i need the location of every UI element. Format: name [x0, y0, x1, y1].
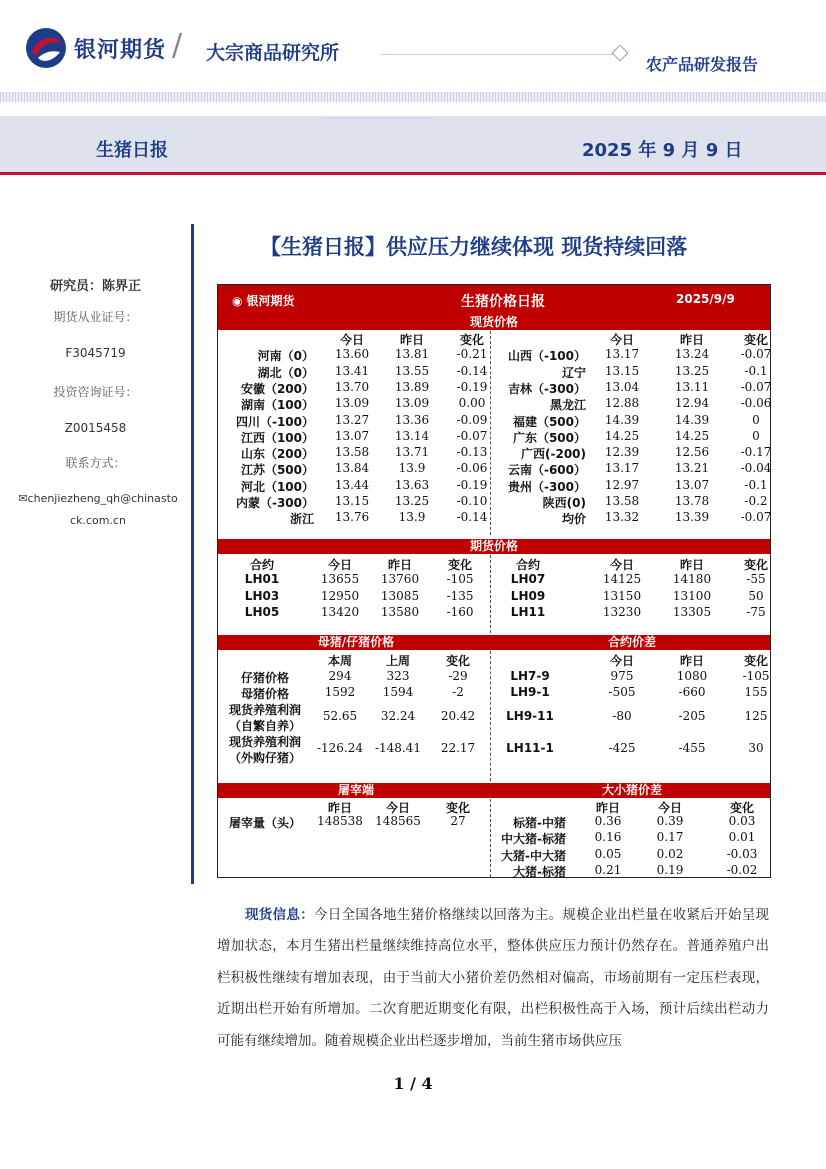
- galaxy-logo-icon: [24, 26, 68, 70]
- spread-contract: LH11-1: [506, 741, 554, 755]
- spot-header-today: 今日: [339, 333, 364, 347]
- size-spread-label: 中大猪-标猪: [501, 832, 566, 847]
- slaughter-label: 屠宰量（头）: [228, 816, 301, 830]
- spot-price-today: 13.76: [334, 510, 370, 525]
- sow-section-title: 母猪/仔猪价格: [317, 635, 395, 649]
- futures-change: -55: [746, 572, 766, 587]
- spread-yesterday: -205: [678, 709, 706, 723]
- futures-today: 13230: [602, 604, 642, 619]
- page-number: 1 / 4: [393, 1074, 433, 1093]
- size-spread-label: 大猪-中大猪: [501, 848, 566, 863]
- researcher-name: 研究员：陈界正: [49, 279, 141, 294]
- spot-price-today: 13.84: [334, 461, 370, 476]
- spot-region-label: 河北（100）: [240, 479, 314, 494]
- futures-yesterday: 13580: [380, 604, 420, 619]
- spot-region-label: 江苏（500）: [240, 463, 314, 478]
- spot-price-change: -0.14: [456, 510, 488, 525]
- size-section-title: 大小猪价差: [601, 783, 662, 797]
- spot-region-label: 吉林（-300）: [507, 381, 586, 396]
- futures-section-title: 期货价格: [469, 539, 518, 553]
- size-change: -0.02: [726, 862, 758, 877]
- futures-change: -160: [446, 604, 474, 619]
- futures-header: 昨日: [387, 558, 412, 572]
- spot-section-title: 现货价格: [469, 315, 518, 329]
- spot-price-today: 13.17: [604, 461, 640, 476]
- slaughter-header: 昨日: [327, 801, 352, 815]
- spot-price-change: -0.21: [456, 347, 488, 362]
- size-spread-label: 标猪-中猪: [513, 816, 566, 830]
- spread-contract: LH9-1: [510, 685, 550, 699]
- futures-contract: LH03: [244, 588, 280, 603]
- spread-change: 30: [748, 741, 764, 755]
- sow-change: -29: [448, 669, 468, 683]
- spot-region-label: 均价: [561, 512, 586, 527]
- sow-change: 22.17: [440, 741, 476, 755]
- spot-price-change: -0.06: [456, 461, 488, 476]
- spread-header: 昨日: [679, 654, 704, 668]
- spot-price-yesterday: 13.63: [394, 477, 430, 492]
- spot-region-label: 内蒙（-300）: [235, 496, 314, 510]
- size-today: 0.39: [656, 814, 684, 828]
- spot-price-change: -0.17: [740, 445, 772, 460]
- spot-price-yesterday: 13.25: [394, 494, 430, 508]
- spot-region-label: 浙江: [289, 512, 314, 527]
- spot-price-change: -0.09: [456, 412, 488, 427]
- spread-today: -80: [612, 709, 632, 723]
- size-header: 昨日: [595, 801, 620, 815]
- futures-contract: LH07: [510, 572, 546, 587]
- table-date: 2025/9/9: [676, 292, 735, 306]
- sow-last-week: -148.41: [374, 741, 422, 755]
- header-divider: [380, 54, 620, 55]
- spread-header: 变化: [743, 654, 768, 668]
- spot-header-change-right: 变化: [743, 333, 768, 347]
- spot-header-change: 变化: [459, 333, 484, 347]
- size-header: 变化: [729, 801, 754, 815]
- brand-name: 银河期货: [74, 38, 167, 63]
- spot-price-today: 13.44: [334, 477, 370, 492]
- spread-today: -425: [608, 741, 636, 755]
- slaughter-header: 变化: [445, 801, 470, 815]
- spot-price-today: 13.60: [334, 347, 370, 362]
- spot-price-today: 13.58: [604, 494, 640, 508]
- sow-this-week: -126.24: [316, 741, 364, 755]
- spot-region-label: 江西（100）: [240, 430, 314, 445]
- sow-row-sublabel: （自繁自养）: [228, 719, 301, 733]
- spot-info-lead: 现货信息：: [245, 907, 314, 923]
- spot-price-yesterday: 13.39: [674, 510, 710, 525]
- spread-today: 975: [610, 669, 634, 683]
- slaughter-today: 148565: [375, 814, 421, 828]
- column-divider: [490, 555, 491, 633]
- futures-contract: LH11: [510, 604, 546, 619]
- spot-region-label: 湖南（100）: [240, 398, 314, 413]
- spot-price-change: -0.06: [740, 396, 772, 411]
- spot-region-label: 福建（500）: [512, 414, 586, 429]
- spot-region-label: 河南（0）: [257, 349, 314, 364]
- spot-price-today: 12.39: [604, 445, 640, 460]
- spot-price-today: 13.70: [334, 379, 370, 394]
- spot-price-today: 13.04: [604, 379, 640, 394]
- spot-price-yesterday: 13.78: [674, 494, 710, 508]
- slaughter-section-title: 屠宰端: [337, 783, 374, 797]
- futures-yesterday: 13085: [380, 588, 420, 603]
- slaughter-header: 今日: [385, 801, 410, 815]
- spot-region-label: 广西(-200): [521, 447, 586, 462]
- size-spread-label: 大猪-标猪: [513, 864, 566, 879]
- size-header: 今日: [657, 801, 682, 815]
- spot-region-label: 云南（-600）: [507, 463, 586, 478]
- spot-price-change: -0.19: [456, 477, 488, 492]
- band-underline: [0, 172, 826, 175]
- futures-today: 12950: [320, 588, 360, 603]
- sow-row-label: 现货养殖利润: [228, 703, 301, 717]
- sow-this-week: 294: [328, 669, 352, 683]
- sow-change: -2: [452, 685, 464, 699]
- spot-region-label: 安徽（200）: [240, 381, 314, 396]
- spot-price-yesterday: 14.39: [674, 412, 710, 427]
- price-table: [217, 284, 771, 878]
- futures-yesterday: 13760: [380, 572, 420, 587]
- futures-today: 13150: [602, 588, 642, 603]
- size-yesterday: 0.36: [594, 814, 622, 828]
- sidebar-divider: [191, 224, 194, 884]
- report-type: 农产品研发报告: [646, 55, 759, 74]
- spot-price-today: 12.88: [604, 396, 640, 411]
- futures-today: 13420: [320, 604, 360, 619]
- spread-yesterday: -660: [678, 685, 706, 699]
- futures-yesterday: 14180: [672, 572, 712, 587]
- spot-price-yesterday: 13.89: [394, 379, 430, 394]
- futures-header: 合约: [515, 558, 540, 572]
- sow-row-label: 母猪价格: [240, 687, 289, 701]
- spread-change: 125: [744, 709, 768, 723]
- spot-price-yesterday: 14.25: [674, 428, 710, 443]
- spot-price-today: 13.41: [334, 363, 370, 378]
- futures-change: 50: [748, 588, 764, 603]
- spot-region-label: 辽宁: [561, 365, 586, 380]
- spot-price-change: -0.10: [456, 494, 488, 508]
- size-change: 0.03: [728, 814, 756, 828]
- size-today: 0.19: [656, 862, 684, 877]
- license-number: F3045719: [65, 346, 126, 360]
- spread-change: 155: [744, 685, 768, 699]
- spread-section-title: 合约价差: [607, 635, 656, 649]
- futures-header: 今日: [609, 558, 634, 572]
- size-yesterday: 0.16: [594, 830, 622, 845]
- futures-change: -75: [746, 604, 766, 619]
- size-today: 0.17: [656, 830, 684, 845]
- table-logo: [232, 292, 295, 309]
- spot-price-yesterday: 13.9: [398, 510, 426, 525]
- sow-row-label: 现货养殖利润: [228, 735, 301, 749]
- sow-row-label: 仔猪价格: [240, 671, 289, 685]
- spot-header-today-right: 今日: [609, 333, 634, 347]
- futures-change: -105: [446, 572, 474, 587]
- size-today: 0.02: [656, 846, 684, 861]
- spot-price-yesterday: 13.24: [674, 347, 710, 362]
- sow-last-week: 323: [386, 669, 410, 683]
- spot-price-change: -0.13: [456, 445, 488, 460]
- sow-row-sublabel: （外购仔猪）: [228, 751, 301, 765]
- spot-price-today: 14.39: [604, 412, 640, 427]
- futures-today: 13655: [320, 572, 360, 587]
- spread-header: 今日: [609, 654, 634, 668]
- spot-price-change: 0.00: [458, 396, 486, 411]
- spot-price-change: 0: [752, 428, 760, 443]
- advisor-label: 投资咨询证号：: [53, 385, 138, 399]
- spot-price-change: -0.07: [740, 347, 772, 362]
- spot-price-change: -0.19: [456, 379, 488, 394]
- contact-label: 联系方式：: [65, 456, 126, 470]
- spot-price-yesterday: 13.07: [674, 477, 710, 492]
- spot-price-yesterday: 13.25: [674, 363, 710, 378]
- spot-price-yesterday: 13.09: [394, 396, 430, 411]
- spot-region-label: 陕西(0): [542, 496, 586, 510]
- galaxy-logo-icon: ◉: [232, 293, 243, 308]
- spot-price-today: 12.97: [604, 477, 640, 492]
- spot-price-yesterday: 13.11: [674, 379, 710, 394]
- spot-price-yesterday: 13.36: [394, 412, 430, 427]
- futures-contract: LH09: [510, 588, 546, 603]
- spot-region-label: 湖北（0）: [257, 365, 314, 380]
- column-divider: [490, 331, 491, 535]
- spot-info-paragraph: [217, 900, 769, 1057]
- spot-price-yesterday: 13.71: [394, 445, 430, 460]
- spot-price-change: -0.1: [744, 363, 768, 378]
- spot-price-today: 13.15: [334, 494, 370, 508]
- spot-region-label: 广东（500）: [512, 430, 586, 445]
- spot-price-today: 13.07: [334, 428, 370, 443]
- spot-price-today: 14.25: [604, 428, 640, 443]
- size-change: 0.01: [728, 830, 756, 845]
- column-divider: [490, 651, 491, 781]
- spread-today: -505: [608, 685, 636, 699]
- size-yesterday: 0.05: [594, 846, 622, 861]
- sow-header: 本周: [327, 654, 352, 668]
- page-title: 【生猪日报】供应压力继续体现 现货持续回落: [260, 235, 688, 259]
- column-divider: [490, 799, 491, 877]
- spot-price-yesterday: 13.9: [398, 461, 426, 476]
- sow-last-week: 1594: [382, 685, 414, 699]
- spot-price-yesterday: 13.14: [394, 428, 430, 443]
- email-link[interactable]: [18, 488, 178, 532]
- email-text: chenjiezheng_qh@chinastock.com.cn: [27, 492, 178, 527]
- spot-price-yesterday: 13.55: [394, 363, 430, 378]
- brand-separator: /: [172, 28, 183, 63]
- sow-change: 20.42: [440, 709, 476, 723]
- sow-this-week: 52.65: [322, 709, 358, 723]
- futures-contract: LH01: [244, 572, 280, 587]
- futures-today: 14125: [602, 572, 642, 587]
- spot-info-text: 今日全国各地生猪价格继续以回落为主。规模企业出栏量在收紧后开始呈现增加状态，本月生猪出栏量继续维持高位水平，整体供应压力预计仍然存在。普通养殖户出栏积极性继续有增加表现，由于当前大小猪价差仍然相对偏高，市场前期有一定压栏表现，近期出栏开始有所增加。二次育肥近期变化有限，出栏积极性高于入场，预计后续出栏动力可能有继续增加。随着规模企业出栏逐步增加，当前生猪市场供应压: [217, 907, 770, 1049]
- futures-contract: LH05: [244, 604, 280, 619]
- spot-region-label: 山东（200）: [240, 447, 314, 462]
- futures-header: 合约: [249, 558, 274, 572]
- spot-region-label: 黑龙江: [549, 398, 586, 413]
- sow-header: 变化: [445, 654, 470, 668]
- spot-price-today: 13.58: [334, 445, 370, 460]
- futures-yesterday: 13305: [672, 604, 712, 619]
- institute-name: 大宗商品研究所: [206, 42, 340, 64]
- spot-price-change: -0.04: [740, 461, 772, 476]
- spot-header-yesterday: 昨日: [399, 333, 424, 347]
- spot-price-change: -0.07: [456, 428, 488, 443]
- spot-price-yesterday: 12.56: [674, 445, 710, 460]
- spot-price-today: 13.09: [334, 396, 370, 411]
- spot-price-change: -0.1: [744, 477, 768, 492]
- spot-price-today: 13.17: [604, 347, 640, 362]
- spot-price-change: 0: [752, 412, 760, 427]
- spot-price-change: -0.2: [744, 494, 768, 508]
- spread-yesterday: 1080: [676, 669, 708, 683]
- spot-price-today: 13.32: [604, 510, 640, 525]
- spot-price-today: 13.27: [334, 412, 370, 427]
- futures-header: 变化: [743, 558, 768, 572]
- mail-icon: ✉: [18, 492, 28, 505]
- table-title: 生猪价格日报: [461, 294, 545, 310]
- spot-region-label: 山西（-100）: [507, 349, 586, 364]
- spread-contract: LH7-9: [510, 669, 550, 683]
- spot-header-yesterday-right: 昨日: [679, 333, 704, 347]
- slaughter-change: 27: [450, 814, 466, 828]
- futures-yesterday: 13100: [672, 588, 712, 603]
- slaughter-yesterday: 148538: [317, 814, 363, 828]
- spot-price-change: -0.07: [740, 379, 772, 394]
- spot-region-label: 四川（-100）: [235, 414, 314, 429]
- sow-last-week: 32.24: [380, 709, 416, 723]
- spot-price-yesterday: 12.94: [674, 396, 710, 411]
- spread-contract: LH9-11: [506, 709, 554, 723]
- advisor-number: Z0015458: [64, 421, 127, 435]
- spot-region-label: 贵州（-300）: [507, 479, 586, 494]
- header-stripe: [0, 92, 826, 102]
- spot-price-change: -0.14: [456, 363, 488, 378]
- sow-this-week: 1592: [324, 685, 356, 699]
- spot-price-change: -0.07: [740, 510, 772, 525]
- size-yesterday: 0.21: [594, 862, 622, 877]
- license-label: 期货从业证号：: [53, 310, 138, 324]
- size-change: -0.03: [726, 846, 758, 861]
- spread-yesterday: -455: [678, 741, 706, 755]
- futures-header: 今日: [327, 558, 352, 572]
- report-date: 2025 年 9 月 9 日: [582, 140, 743, 161]
- futures-header: 昨日: [679, 558, 704, 572]
- spot-price-yesterday: 13.21: [674, 461, 710, 476]
- band-title: 生猪日报: [96, 140, 168, 161]
- futures-header: 变化: [447, 558, 472, 572]
- table-logo-text: 银河期货: [246, 294, 295, 308]
- futures-change: -135: [446, 588, 474, 603]
- spot-price-today: 13.15: [604, 363, 640, 378]
- sow-header: 上周: [385, 654, 410, 668]
- spread-change: -105: [742, 669, 770, 683]
- spot-price-yesterday: 13.81: [394, 347, 430, 362]
